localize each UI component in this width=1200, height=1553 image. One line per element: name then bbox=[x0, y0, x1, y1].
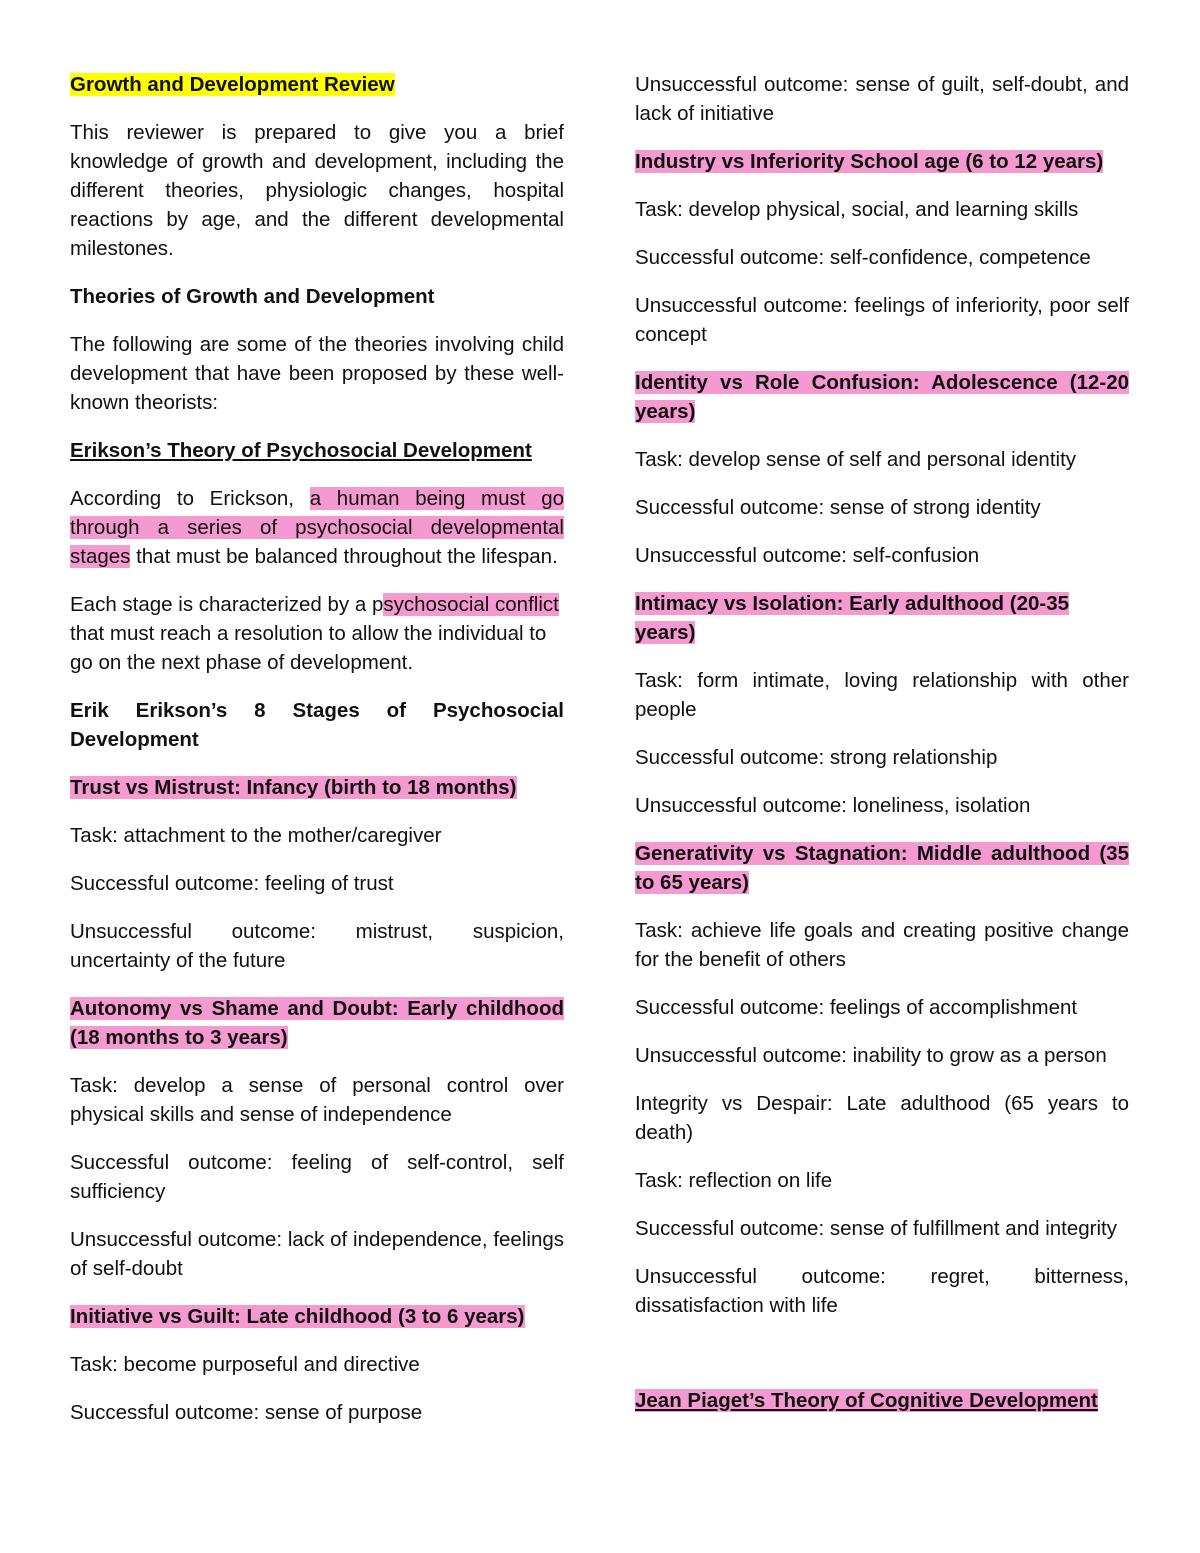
stage-generativity-task: Task: achieve life goals and creating positive change for the benefit of others bbox=[635, 919, 1129, 971]
stage-autonomy-success: Successful outcome: feeling of self-control, self sufficiency bbox=[70, 1151, 564, 1203]
erikson-heading: Erikson’s Theory of Psychosocial Development bbox=[70, 439, 532, 462]
stage-identity-success: Successful outcome: sense of strong identity bbox=[635, 496, 1041, 519]
right-column bbox=[635, 70, 1129, 1415]
stage-intimacy-title: Intimacy vs Isolation: Early adulthood (20-35 years) bbox=[635, 592, 1070, 644]
stage-initiative-task: Task: become purposeful and directive bbox=[70, 1353, 420, 1376]
document-title: Growth and Development Review bbox=[70, 73, 395, 96]
stage-industry-title: Industry vs Inferiority School age (6 to 12 years) bbox=[635, 150, 1104, 173]
stage-integrity-success: Successful outcome: sense of fulfillment and integrity bbox=[635, 1217, 1117, 1240]
stage-integrity-fail: Unsuccessful outcome: regret, bitterness, dissatisfaction with life bbox=[635, 1265, 1129, 1317]
stage-industry-success: Successful outcome: self-confidence, competence bbox=[635, 246, 1091, 269]
stage-initiative-title: Initiative vs Guilt: Late childhood (3 to 6 years) bbox=[70, 1305, 525, 1328]
stage-industry-fail: Unsuccessful outcome: feelings of inferiority, poor self concept bbox=[635, 294, 1129, 346]
theories-heading: Theories of Growth and Development bbox=[70, 285, 435, 308]
stage-initiative-fail: Unsuccessful outcome: sense of guilt, self-doubt, and lack of initiative bbox=[635, 73, 1129, 125]
stage-trust-title: Trust vs Mistrust: Infancy (birth to 18 months) bbox=[70, 776, 517, 799]
stage-industry-task: Task: develop physical, social, and learning skills bbox=[635, 198, 1079, 221]
stage-intimacy-success: Successful outcome: strong relationship bbox=[635, 746, 998, 769]
stage-autonomy-task: Task: develop a sense of personal control over physical skills and sense of independence bbox=[70, 1074, 564, 1126]
stage-trust-success: Successful outcome: feeling of trust bbox=[70, 872, 394, 895]
stage-intimacy-task: Task: form intimate, loving relationship with other people bbox=[635, 669, 1129, 721]
stage-autonomy-title: Autonomy vs Shame and Doubt: Early childhood (18 months to 3 years) bbox=[70, 997, 564, 1049]
stage-intimacy-fail: Unsuccessful outcome: loneliness, isolation bbox=[635, 794, 1031, 817]
left-column bbox=[70, 70, 564, 1427]
highlighted-phrase: sychosocial conflict bbox=[383, 593, 559, 616]
erikson-paragraph-1: According to Erickson, a human being must go through a series of psychosocial developmental stages that must be balanced throughout the lifespan. bbox=[70, 487, 564, 568]
stage-identity-task: Task: develop sense of self and personal identity bbox=[635, 448, 1077, 471]
stage-trust-task: Task: attachment to the mother/caregiver bbox=[70, 824, 442, 847]
stage-initiative-success: Successful outcome: sense of purpose bbox=[70, 1401, 423, 1424]
stage-integrity-task: Task: reflection on life bbox=[635, 1169, 833, 1192]
stages-heading: Erik Erikson’s 8 Stages of Psychosocial Development bbox=[70, 699, 564, 751]
stage-generativity-title: Generativity vs Stagnation: Middle adulthood (35 to 65 years) bbox=[635, 842, 1129, 894]
stage-integrity-title: Integrity vs Despair: Late adulthood (65 years to death) bbox=[635, 1092, 1129, 1144]
stage-autonomy-fail: Unsuccessful outcome: lack of independence, feelings of self-doubt bbox=[70, 1228, 564, 1280]
stage-trust-fail: Unsuccessful outcome: mistrust, suspicion, uncertainty of the future bbox=[70, 920, 564, 972]
highlighted-phrase: a human being must go through a series of psychosocial developmental stages bbox=[70, 487, 564, 568]
theories-intro: The following are some of the theories involving child development that have been proposed by these well-known theorists: bbox=[70, 333, 564, 414]
stage-identity-title: Identity vs Role Confusion: Adolescence (12-20 years) bbox=[635, 371, 1129, 423]
intro-paragraph: This reviewer is prepared to give you a brief knowledge of growth and development, including the different theories, physiologic changes, hospital reactions by age, and the different developmental milestones. bbox=[70, 121, 564, 260]
stage-identity-fail: Unsuccessful outcome: self-confusion bbox=[635, 544, 980, 567]
erikson-paragraph-2: Each stage is characterized by a psychosocial conflict that must reach a resolution to allow the individual to go on the next phase of development. bbox=[70, 593, 559, 674]
piaget-heading: Jean Piaget’s Theory of Cognitive Development bbox=[635, 1389, 1098, 1412]
stage-generativity-success: Successful outcome: feelings of accomplishment bbox=[635, 996, 1078, 1019]
stage-generativity-fail: Unsuccessful outcome: inability to grow as a person bbox=[635, 1044, 1107, 1067]
